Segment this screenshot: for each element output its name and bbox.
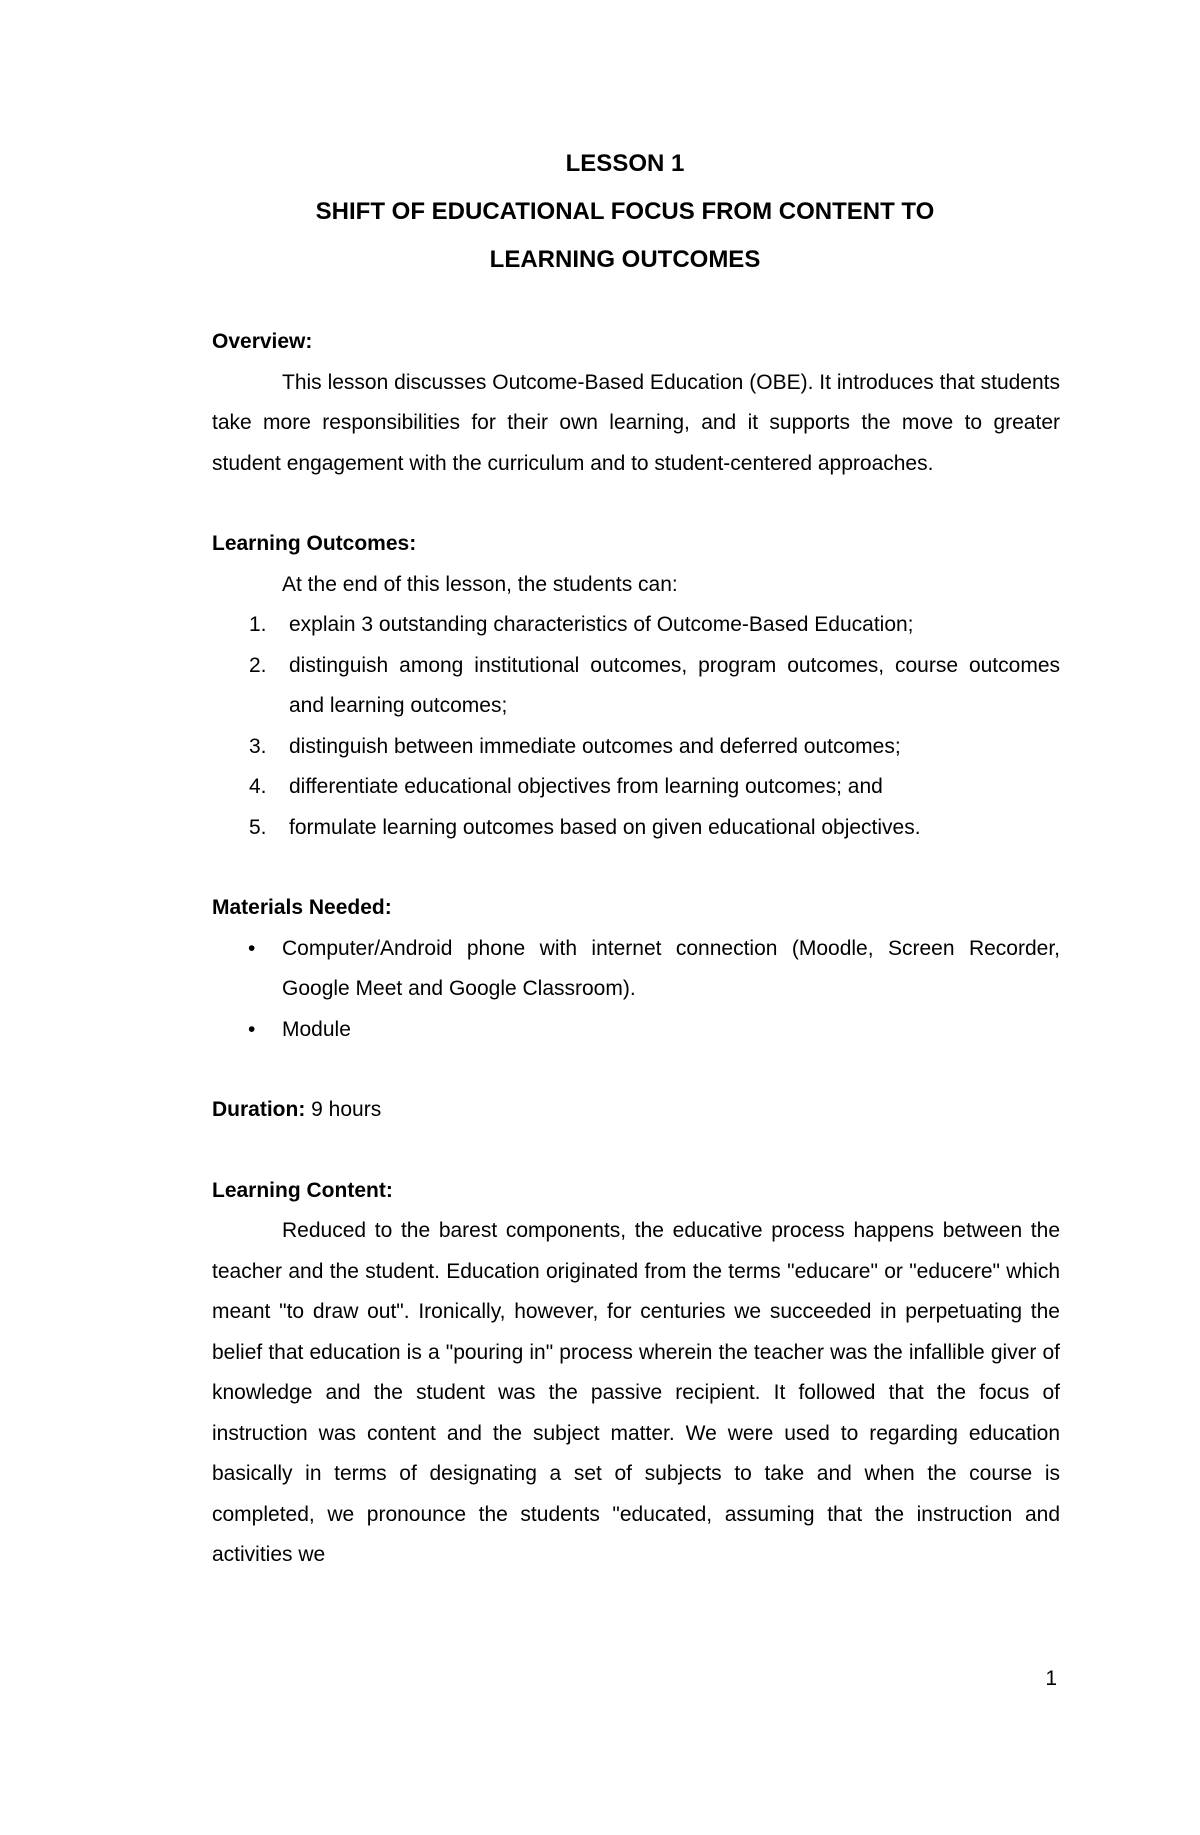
bullet-icon: • [248,1017,256,1041]
materials-list [212,929,1060,1051]
page-number: 1 [1045,1667,1057,1690]
overview-text: This lesson discusses Outcome-Based Education (OBE). It introduces that students take more responsibilities for their own learning, and it supports the move to greater student engagement with the curriculum and to student-centered approaches. [212,370,1060,475]
bullet-icon: • [248,936,256,960]
list-item [212,808,1060,849]
list-number: 5. [249,815,267,839]
title-block [0,140,1200,284]
list-item [212,727,1060,768]
list-number: 1. [249,613,267,636]
lesson-title-line-2: LEARNING OUTCOMES [489,246,761,273]
list-item [212,929,1060,1010]
lesson-title-line-1: SHIFT OF EDUCATIONAL FOCUS FROM CONTENT TO [315,198,935,225]
learning-content-text: Reduced to the barest components, the educative process happens between the teacher and the student. Education originated from the terms "educare" or "educere" which meant "to draw out". Ironically, however, for centuries we succeeded in perpetuating the belief that education is a "pouring in" process wherein the teacher was the infallible giver of knowledge and the student was the passive recipient. It followed that the focus of instruction was content and the subject matter. We were used to regarding education basically in terms of designating a set of subjects to take and when the course is completed, we pronounce the students "educated, assuming that the instruction and activities we [212,1219,1060,1566]
list-item [212,767,1060,808]
list-item [212,605,1060,646]
list-item [212,1010,1060,1051]
learning-outcomes-list [212,605,1060,848]
list-number: 3. [249,734,267,758]
list-item-text: Module [282,1017,351,1041]
lesson-label: LESSON 1 [565,150,685,177]
learning-content-heading: Learning Content: [212,1178,393,1202]
list-item [212,646,1060,727]
list-item-text: differentiate educational objectives from learning outcomes; and [289,775,883,798]
list-number: 4. [249,775,267,798]
list-number: 2. [249,653,267,677]
list-item-text: explain 3 outstanding characteristics of Outcome-Based Education; [289,613,914,636]
overview-heading: Overview: [212,330,313,353]
list-item-text: formulate learning outcomes based on given educational objectives. [289,815,921,839]
list-item-text: distinguish among institutional outcomes, program outcomes, course outcomes and learning outcomes; [289,653,1060,717]
list-item-text: Computer/Android phone with internet connection (Moodle, Screen Recorder, Google Meet and Google Classroom). [282,936,1060,1000]
learning-outcomes-heading: Learning Outcomes: [212,532,417,555]
duration-value: 9 hours [311,1098,382,1121]
materials-heading: Materials Needed: [212,896,392,919]
list-item-text: distinguish between immediate outcomes and deferred outcomes; [289,734,901,758]
lesson-body [212,322,1060,1576]
duration-label: Duration: [212,1098,306,1121]
duration-line [212,1090,1060,1131]
learning-outcomes-lead: At the end of this lesson, the students can: [282,572,678,596]
